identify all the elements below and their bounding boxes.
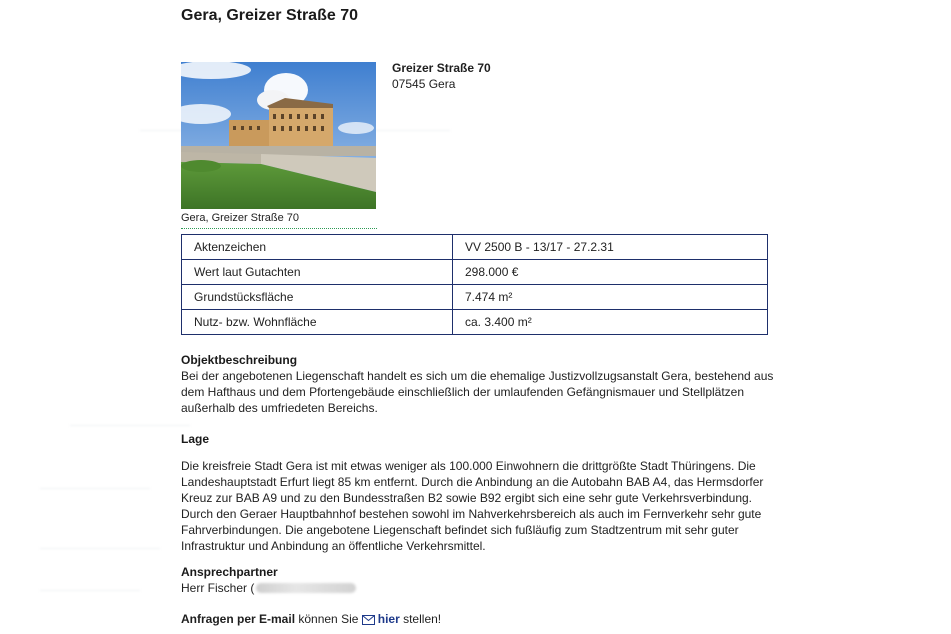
property-address (392, 60, 491, 92)
fact-value: 298.000 € (453, 260, 768, 285)
lage-heading: Lage (181, 432, 210, 446)
caption-divider (181, 228, 377, 229)
email-here-link[interactable]: hier (377, 612, 400, 626)
background-remnant (70, 425, 190, 426)
fact-value: ca. 3.400 m² (453, 310, 768, 335)
lage-text: Die kreisfreie Stadt Gera ist mit etwas weniger als 100.000 Einwohnern die drittgrößte Stadt Thüringens. Die Landeshauptstadt Erfurt liegt 85 km entfernt. Durch die Anbindung an die Autobahn BAB A4, das Hermsdorfer Kreuz zur BAB A9 und zu den Bundesstraßen B2 sowie B92 ergibt sich eine sehr gute Verkehrsverbindung. Durch den Geraer Hauptbahnhof bestehen sowohl im Nahverkehrsbereich als auch im Fernverkehr sehr gute Fahrverbindungen. Die angebotene Liegenschaft befindet sich fußläufig zum Stadtzentrum mit sehr guter Infrastruktur und Anbindung an öffentliche Verkehrsmittel. (181, 459, 764, 553)
fact-value: VV 2500 B - 13/17 - 27.2.31 (453, 235, 768, 260)
property-photo[interactable] (181, 62, 376, 209)
email-request-middle: können Sie (295, 612, 362, 626)
objekt-heading: Objektbeschreibung (181, 353, 298, 367)
email-request-end: stellen! (399, 612, 442, 626)
fact-label: Aktenzeichen (182, 235, 453, 260)
envelope-icon (362, 614, 375, 628)
table-row (182, 285, 768, 310)
fact-label: Nutz- bzw. Wohnfläche (182, 310, 453, 335)
facts-table (181, 234, 768, 335)
objekt-text: Bei der angebotenen Liegenschaft handelt es sich um die ehemalige Justizvollzugsanstalt Gera, bestehend aus dem Hafthaus und dem Pfortengebäude einschließlich der umlaufenden Gefängnismauer und Stellplätzen außerhalb des umfriedeten Bereichs. (181, 369, 774, 415)
table-row (182, 310, 768, 335)
table-row (182, 235, 768, 260)
redacted-contact (256, 583, 356, 593)
page-title: Gera, Greizer Straße 70 (181, 7, 358, 24)
address-street: Greizer Straße 70 (392, 61, 491, 75)
contact-name: Herr Fischer ( (181, 581, 255, 595)
address-city: 07545 Gera (392, 77, 456, 91)
fact-value: 7.474 m² (453, 285, 768, 310)
background-remnant (40, 548, 160, 549)
contact-line (181, 581, 356, 595)
background-remnant (40, 488, 150, 489)
fact-label: Wert laut Gutachten (182, 260, 453, 285)
table-row (182, 260, 768, 285)
email-request-line (181, 612, 441, 628)
background-remnant (40, 590, 140, 591)
contact-heading: Ansprechpartner (181, 565, 278, 579)
photo-caption: Gera, Greizer Straße 70 (181, 212, 299, 224)
fact-label: Grundstücksfläche (182, 285, 453, 310)
email-request-bold: Anfragen per E-mail (181, 612, 296, 626)
